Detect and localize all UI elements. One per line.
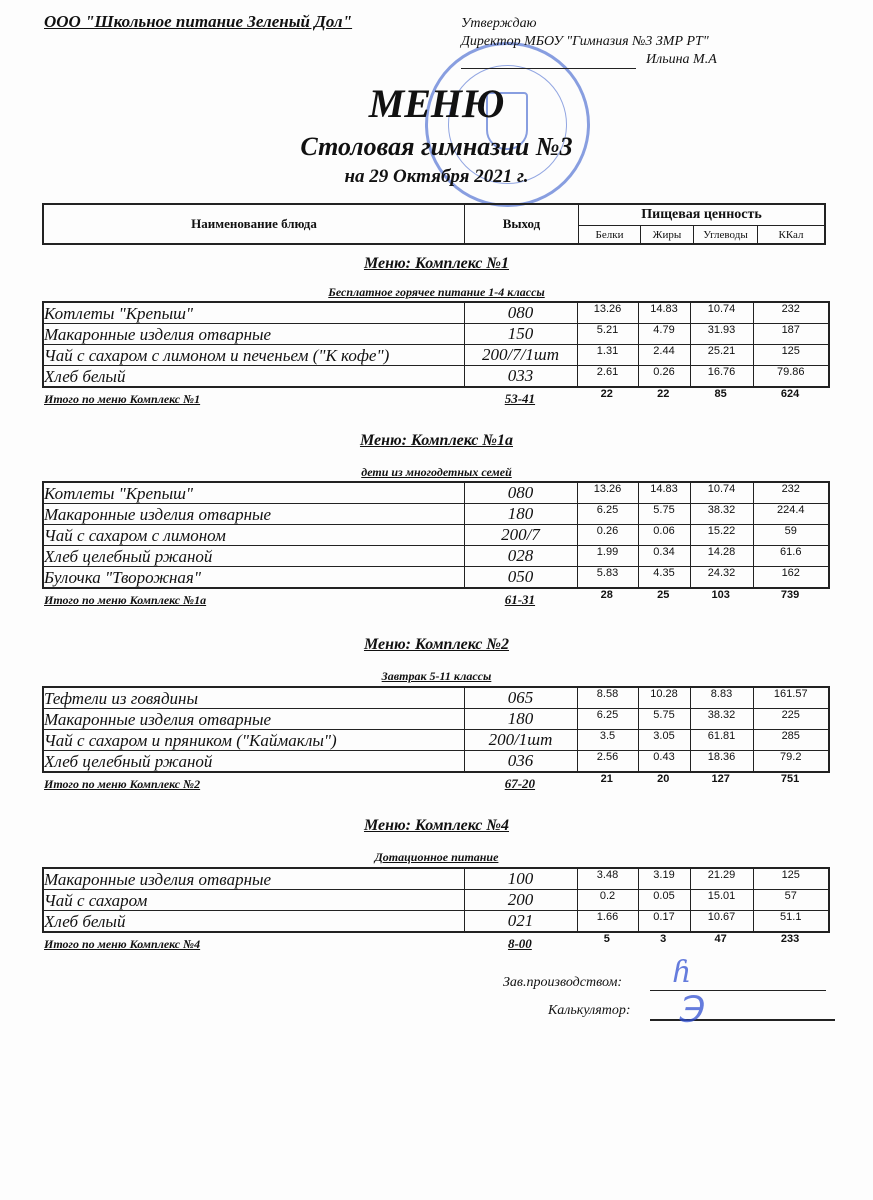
dish-fats: 4.79	[638, 324, 690, 345]
dish-carbs: 14.28	[690, 546, 753, 567]
dish-fats: 2.44	[638, 345, 690, 366]
dish-carbs: 18.36	[690, 751, 753, 773]
dish-fats: 0.26	[638, 366, 690, 388]
dish-output: 033	[464, 366, 577, 388]
approval-signature-row	[461, 51, 717, 69]
dish-kcal: 224.4	[753, 504, 829, 525]
dish-kcal: 232	[753, 482, 829, 504]
dish-output: 028	[464, 546, 577, 567]
header-fats: Жиры	[641, 226, 694, 243]
dish-proteins: 1.31	[577, 345, 638, 366]
dish-carbs: 10.74	[690, 302, 753, 324]
total-label: Итого по меню Комплекс №1	[44, 392, 201, 406]
header-proteins: Белки	[579, 226, 641, 243]
total-proteins: 28	[600, 589, 613, 601]
total-label: Итого по меню Комплекс №4	[44, 937, 201, 951]
total-kcal: 624	[780, 388, 800, 400]
section-subtitle: дети из многодетных семей	[361, 465, 512, 479]
dish-fats: 5.75	[638, 504, 690, 525]
production-head-signature: ɦ	[672, 955, 692, 990]
dish-carbs: 8.83	[690, 687, 753, 709]
dish-proteins: 3.48	[577, 868, 638, 890]
dish-fats: 5.75	[638, 709, 690, 730]
section-title: Меню: Комплекс №2	[363, 636, 510, 653]
table-row	[43, 504, 829, 525]
section-title: Меню: Комплекс №4	[363, 817, 510, 834]
section-total	[44, 388, 828, 407]
dish-carbs: 31.93	[690, 324, 753, 345]
total-label: Итого по меню Комплекс №2	[44, 777, 201, 791]
dish-output: 036	[464, 751, 577, 773]
dish-proteins: 3.5	[577, 730, 638, 751]
dish-proteins: 8.58	[577, 687, 638, 709]
dish-carbs: 15.01	[690, 890, 753, 911]
dish-proteins: 2.61	[577, 366, 638, 388]
header-nutrition-group	[579, 205, 824, 243]
header-dish: Наименование блюда	[44, 205, 465, 243]
dish-fats: 4.35	[638, 567, 690, 589]
dish-output: 150	[464, 324, 577, 345]
dish-output: 080	[464, 482, 577, 504]
table-row	[43, 709, 829, 730]
dish-fats: 0.34	[638, 546, 690, 567]
dish-proteins: 13.26	[577, 482, 638, 504]
production-head-signature-line	[650, 990, 826, 991]
dish-proteins: 1.66	[577, 911, 638, 933]
dish-name: Макаронные изделия отварные	[43, 868, 464, 890]
dish-carbs: 16.76	[690, 366, 753, 388]
dish-proteins: 13.26	[577, 302, 638, 324]
dish-name: Хлеб целебный ржаной	[43, 751, 464, 773]
dish-carbs: 15.22	[690, 525, 753, 546]
menu-table	[42, 686, 830, 773]
dish-name: Макаронные изделия отварные	[43, 504, 464, 525]
dish-proteins: 6.25	[577, 709, 638, 730]
table-row	[43, 482, 829, 504]
total-fats: 3	[660, 933, 667, 945]
total-fats: 20	[657, 773, 670, 785]
dish-kcal: 79.86	[753, 366, 829, 388]
dish-kcal: 59	[753, 525, 829, 546]
dish-output: 050	[464, 567, 577, 589]
section-subtitle: Завтрак 5-11 классы	[381, 669, 492, 683]
approval-line-1: Утверждаю	[461, 16, 537, 31]
table-row	[43, 911, 829, 933]
dish-fats: 14.83	[638, 302, 690, 324]
table-row	[43, 890, 829, 911]
dish-kcal: 51.1	[753, 911, 829, 933]
dish-name: Чай с сахаром с лимоном и печеньем ("К кофе")	[43, 345, 464, 366]
total-proteins: 22	[600, 388, 613, 400]
dish-proteins: 0.26	[577, 525, 638, 546]
menu-table	[42, 867, 830, 933]
total-proteins: 5	[603, 933, 610, 945]
total-fats: 22	[657, 388, 670, 400]
dish-carbs: 38.32	[690, 504, 753, 525]
dish-output: 200	[464, 890, 577, 911]
dish-name: Чай с сахаром с лимоном	[43, 525, 464, 546]
dish-carbs: 10.67	[690, 911, 753, 933]
dish-name: Булочка "Творожная"	[43, 567, 464, 589]
section-total	[44, 933, 828, 952]
total-price: 61-31	[504, 592, 536, 607]
calculator-label: Калькулятор:	[548, 1003, 631, 1018]
dish-kcal: 79.2	[753, 751, 829, 773]
dish-proteins: 2.56	[577, 751, 638, 773]
total-kcal: 751	[780, 773, 800, 785]
section-total	[44, 773, 828, 792]
calculator-signature: ℈	[678, 985, 704, 1026]
total-carbs: 85	[714, 388, 727, 400]
section-total	[44, 589, 828, 608]
dish-proteins: 0.2	[577, 890, 638, 911]
approval-signature-line	[461, 54, 636, 69]
dish-name: Котлеты "Крепыш"	[43, 482, 464, 504]
dish-fats: 0.05	[638, 890, 690, 911]
total-price: 67-20	[504, 776, 536, 791]
dish-kcal: 225	[753, 709, 829, 730]
table-row	[43, 324, 829, 345]
dish-kcal: 162	[753, 567, 829, 589]
header-output: Выход	[465, 205, 579, 243]
total-proteins: 21	[600, 773, 613, 785]
dish-output: 100	[464, 868, 577, 890]
total-carbs: 47	[714, 933, 727, 945]
dish-kcal: 61.6	[753, 546, 829, 567]
dish-fats: 3.19	[638, 868, 690, 890]
dish-proteins: 1.99	[577, 546, 638, 567]
dish-kcal: 125	[753, 868, 829, 890]
dish-output: 200/7	[464, 525, 577, 546]
total-carbs: 127	[711, 773, 730, 785]
total-label: Итого по меню Комплекс №1а	[44, 593, 207, 607]
table-row	[43, 567, 829, 589]
table-row	[43, 546, 829, 567]
organization-name: ООО "Школьное питание Зеленый Дол"	[44, 12, 353, 31]
approval-signer: Ильина М.А	[646, 52, 717, 67]
section-title: Меню: Комплекс №1	[363, 255, 510, 272]
menu-table	[42, 481, 830, 589]
dish-name: Хлеб целебный ржаной	[43, 546, 464, 567]
section-subtitle: Бесплатное горячее питание 1-4 классы	[328, 285, 545, 299]
table-row	[43, 730, 829, 751]
dish-carbs: 21.29	[690, 868, 753, 890]
dish-kcal: 285	[753, 730, 829, 751]
dish-fats: 3.05	[638, 730, 690, 751]
dish-carbs: 38.32	[690, 709, 753, 730]
table-row	[43, 302, 829, 324]
dish-name: Хлеб белый	[43, 911, 464, 933]
dish-name: Котлеты "Крепыш"	[43, 302, 464, 324]
dish-carbs: 10.74	[690, 482, 753, 504]
dish-output: 200/7/1шт	[464, 345, 577, 366]
total-kcal: 233	[780, 933, 800, 945]
dish-output: 021	[464, 911, 577, 933]
total-price: 53-41	[504, 391, 536, 406]
dish-kcal: 187	[753, 324, 829, 345]
page-title: МЕНЮ	[368, 81, 505, 126]
approval-line-2: Директор МБОУ "Гимназия №3 ЗМР РТ"	[461, 34, 709, 49]
header-nutrition: Пищевая ценность	[579, 205, 824, 226]
dish-fats: 0.17	[638, 911, 690, 933]
dish-name: Тефтели из говядины	[43, 687, 464, 709]
section-subtitle: Дотационное питание	[374, 850, 499, 864]
table-row	[43, 366, 829, 388]
dish-name: Макаронные изделия отварные	[43, 324, 464, 345]
approval-block	[461, 15, 717, 69]
header-kcal: ККал	[778, 228, 804, 241]
dish-output: 180	[464, 504, 577, 525]
dish-proteins: 5.83	[577, 567, 638, 589]
dish-kcal: 125	[753, 345, 829, 366]
dish-proteins: 6.25	[577, 504, 638, 525]
dish-output: 200/1шт	[464, 730, 577, 751]
dish-kcal: 232	[753, 302, 829, 324]
dish-carbs: 25.21	[690, 345, 753, 366]
dish-fats: 0.43	[638, 751, 690, 773]
dish-name: Макаронные изделия отварные	[43, 709, 464, 730]
dish-fats: 10.28	[638, 687, 690, 709]
table-row	[43, 868, 829, 890]
dish-name: Чай с сахаром и пряником ("Каймаклы")	[43, 730, 464, 751]
total-kcal: 739	[780, 589, 800, 601]
dish-output: 180	[464, 709, 577, 730]
total-carbs: 103	[711, 589, 730, 601]
table-row	[43, 345, 829, 366]
table-header	[42, 203, 826, 245]
table-row	[43, 687, 829, 709]
dish-fats: 0.06	[638, 525, 690, 546]
table-row	[43, 751, 829, 773]
menu-date: на 29 Октября 2021 г.	[344, 166, 529, 187]
header-carbs: Углеводы	[694, 226, 758, 243]
section-title: Меню: Комплекс №1а	[359, 432, 514, 449]
dish-carbs: 61.81	[690, 730, 753, 751]
total-fats: 25	[657, 589, 670, 601]
dish-fats: 14.83	[638, 482, 690, 504]
page-subtitle: Столовая гимназии №3	[300, 132, 573, 161]
dish-carbs: 24.32	[690, 567, 753, 589]
dish-proteins: 5.21	[577, 324, 638, 345]
dish-name: Хлеб белый	[43, 366, 464, 388]
production-head-label: Зав.производством:	[503, 975, 623, 990]
dish-name: Чай с сахаром	[43, 890, 464, 911]
dish-output: 065	[464, 687, 577, 709]
dish-kcal: 161.57	[753, 687, 829, 709]
total-price: 8-00	[507, 936, 532, 951]
table-row	[43, 525, 829, 546]
menu-table	[42, 301, 830, 388]
dish-output: 080	[464, 302, 577, 324]
dish-kcal: 57	[753, 890, 829, 911]
